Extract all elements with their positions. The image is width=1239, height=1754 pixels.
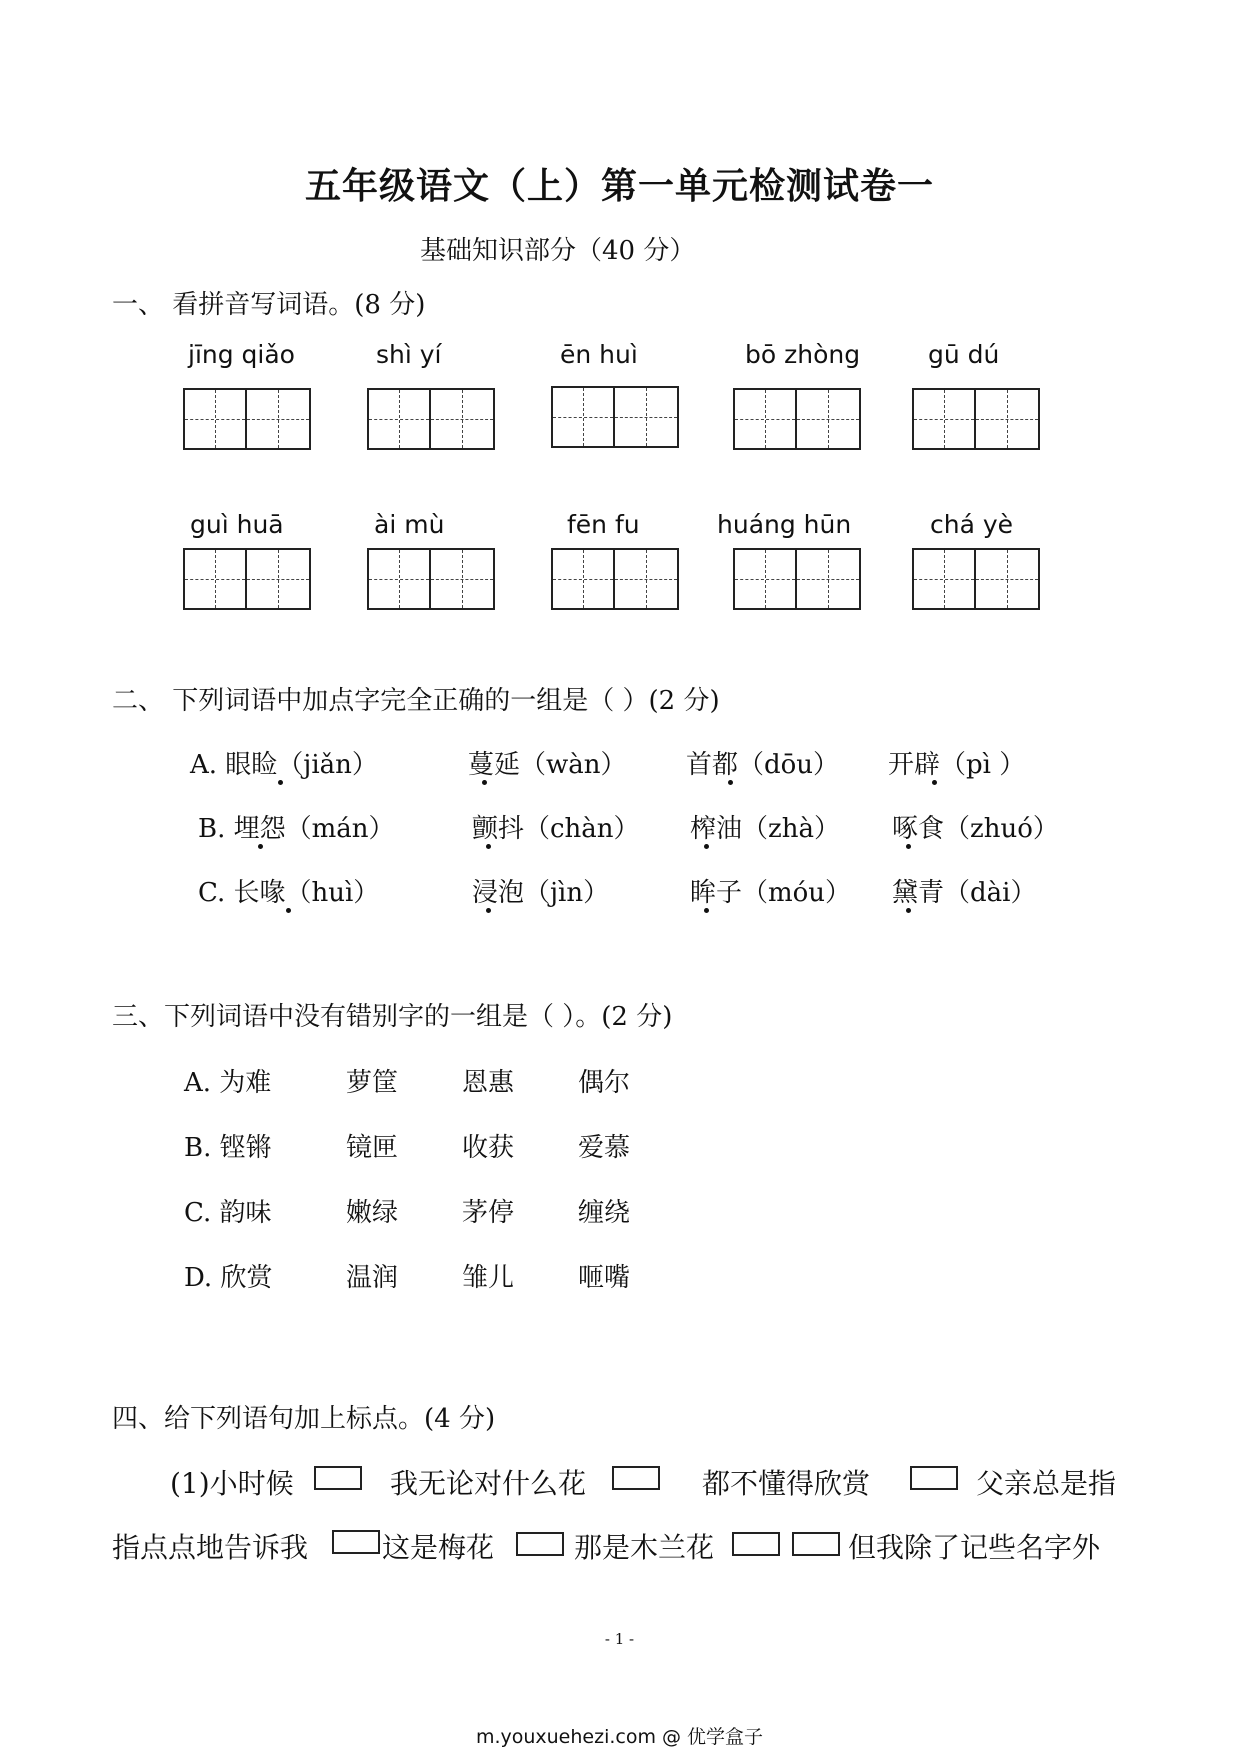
sentence-fragment: 那是木兰花	[574, 1531, 715, 1564]
word-option: 偶尔	[578, 1068, 631, 1098]
emphasis-dot	[906, 844, 911, 849]
tianzige-answer-box[interactable]	[551, 386, 679, 448]
tianzige-answer-box[interactable]	[367, 548, 495, 610]
choice-c-label: C. 韵味	[184, 1198, 272, 1228]
pinyin-label: guì huā	[190, 510, 284, 539]
choice-b-word: B. 埋怨（mán）	[198, 814, 395, 844]
pinyin-label: ài mù	[374, 510, 445, 539]
emphasis-dot	[482, 780, 487, 785]
choice-a-word: 蔓延（wàn）	[468, 750, 627, 780]
word-option: 爱慕	[578, 1133, 631, 1163]
sentence-fragment: 父亲总是指	[976, 1467, 1117, 1500]
word-option: 嫩绿	[346, 1198, 399, 1228]
pinyin-label: shì yí	[376, 340, 442, 369]
word-option: 镜匣	[346, 1133, 399, 1163]
punctuation-blank[interactable]	[792, 1532, 840, 1556]
word-option: 缠绕	[578, 1198, 631, 1228]
punctuation-blank[interactable]	[732, 1532, 780, 1556]
pinyin-label: huáng hūn	[717, 510, 852, 539]
emphasis-dot	[932, 780, 937, 785]
tianzige-answer-box[interactable]	[367, 388, 495, 450]
choice-d-label: D. 欣赏	[184, 1263, 273, 1293]
page-title: 五年级语文（上）第一单元检测试卷一	[304, 165, 934, 207]
choice-c-word: 眸子（móu）	[690, 878, 852, 908]
choice-b-label: B. 铿锵	[184, 1133, 272, 1163]
emphasis-dot	[704, 844, 709, 849]
pinyin-label: bō zhòng	[745, 340, 861, 369]
question-1-heading: 一、 看拼音写词语。(8 分)	[112, 290, 426, 320]
question-3-heading: 三、下列词语中没有错别字的一组是（ ）。(2 分)	[112, 1002, 673, 1032]
tianzige-answer-box[interactable]	[183, 388, 311, 450]
choice-c-word: C. 长喙（huì）	[198, 878, 380, 908]
word-option: 雏儿	[462, 1263, 515, 1293]
word-option: 收获	[462, 1133, 515, 1163]
question-4-heading: 四、给下列语句加上标点。(4 分)	[112, 1404, 496, 1434]
punctuation-blank[interactable]	[910, 1466, 958, 1490]
choice-c-word: 黛青（dài）	[892, 878, 1037, 908]
choice-b-word: 啄食（zhuó）	[892, 814, 1059, 844]
sentence-fragment: 但我除了记些名字外	[848, 1531, 1101, 1564]
emphasis-dot	[486, 844, 491, 849]
emphasis-dot	[486, 908, 491, 913]
tianzige-answer-box[interactable]	[551, 548, 679, 610]
pinyin-label: fēn fu	[567, 510, 640, 539]
emphasis-dot	[906, 908, 911, 913]
emphasis-dot	[286, 908, 291, 913]
word-option: 咂嘴	[578, 1263, 631, 1293]
tianzige-answer-box[interactable]	[912, 388, 1040, 450]
question-2-heading: 二、 下列词语中加点字完全正确的一组是（ ）(2 分)	[112, 686, 720, 716]
emphasis-dot	[258, 844, 263, 849]
punctuation-blank[interactable]	[612, 1466, 660, 1490]
emphasis-dot	[704, 908, 709, 913]
tianzige-answer-box[interactable]	[183, 548, 311, 610]
choice-b-word: 颤抖（chàn）	[472, 814, 640, 844]
choice-a-word: 首都（dōu）	[686, 750, 840, 780]
pinyin-label: jīng qiǎo	[188, 340, 295, 369]
emphasis-dot	[278, 780, 283, 785]
page-number: - 1 -	[604, 1630, 635, 1648]
sentence-fragment: 都不懂得欣赏	[702, 1467, 871, 1500]
word-option: 萝筐	[346, 1068, 399, 1098]
word-option: 恩惠	[462, 1068, 515, 1098]
tianzige-answer-box[interactable]	[733, 548, 861, 610]
pinyin-label: chá yè	[930, 510, 1014, 539]
pinyin-label: gū dú	[928, 340, 1000, 369]
pinyin-label: ēn huì	[560, 340, 638, 369]
choice-a-word: A. 眼睑（jiǎn）	[190, 750, 378, 780]
sentence-fragment: 指点点地告诉我	[112, 1531, 309, 1564]
choice-b-word: 榨油（zhà）	[690, 814, 840, 844]
tianzige-answer-box[interactable]	[733, 388, 861, 450]
sentence-fragment: 这是梅花	[382, 1531, 495, 1564]
word-option: 茅停	[462, 1198, 515, 1228]
choice-a-label: A. 为难	[184, 1068, 272, 1098]
site-watermark: m.youxuehezi.com @ 优学盒子	[475, 1726, 764, 1748]
choice-c-word: 浸泡（jìn）	[472, 878, 610, 908]
sentence-fragment: (1)小时候	[170, 1467, 294, 1500]
sentence-fragment: 我无论对什么花	[390, 1467, 587, 1500]
tianzige-answer-box[interactable]	[912, 548, 1040, 610]
section-subtitle: 基础知识部分（40 分）	[420, 236, 696, 266]
punctuation-blank[interactable]	[314, 1466, 362, 1490]
punctuation-blank[interactable]	[332, 1530, 380, 1554]
word-option: 温润	[346, 1263, 399, 1293]
emphasis-dot	[728, 780, 733, 785]
punctuation-blank[interactable]	[516, 1532, 564, 1556]
choice-a-word: 开辟（pì ）	[888, 750, 1026, 780]
